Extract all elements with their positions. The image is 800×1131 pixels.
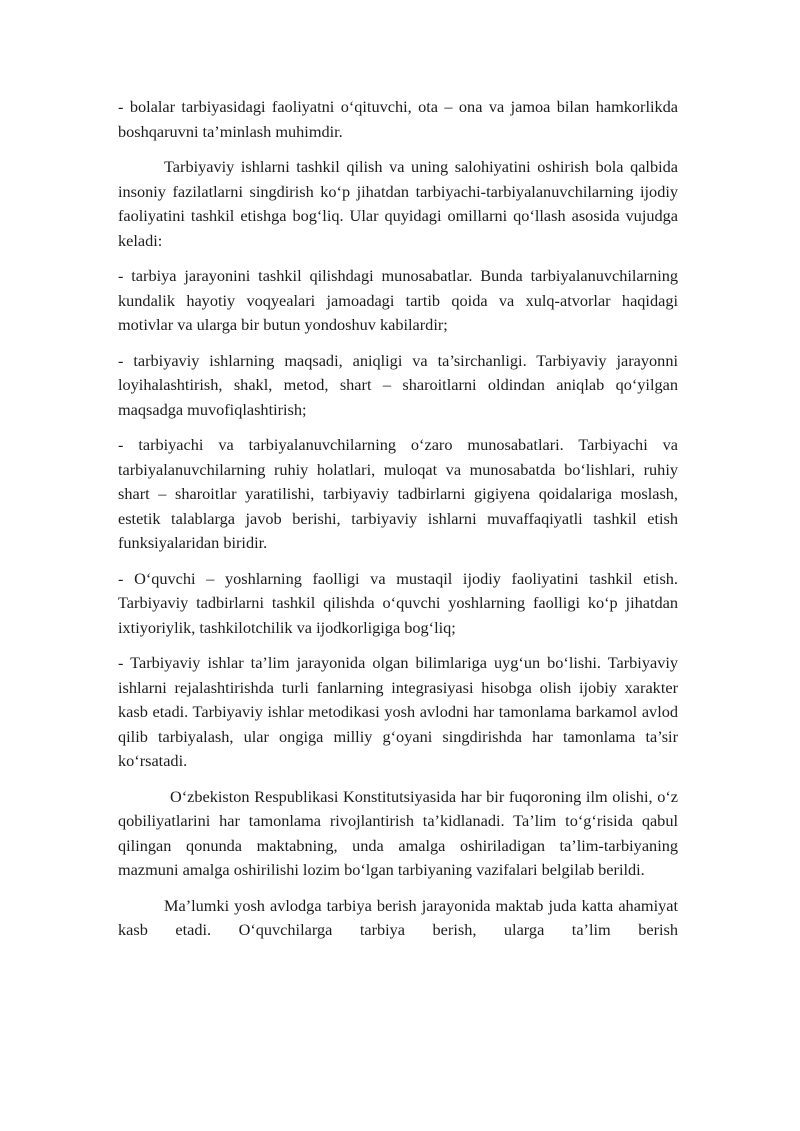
list-item-relations: - tarbiya jarayonini tashkil qilishdagi munosabatlar. Bunda tarbiyalanuvchilarning kundalik hayotiy voqyealari jamoadagi tartib qoida va xulq-atvorlar haqidagi motivlar va ularga bir butun yondoshuv kabilardir;	[118, 266, 678, 334]
list-item-knowledge-harmony: - Tarbiyaviy ishlar ta’lim jarayonida olgan bilimlariga uyg‘un bo‘lishi. Tarbiyaviy ishlarni rejalashtirishda turli fanlarning integrasiyasi hisobga olish ijobiy xarakter kasb etadi. Tarbiyaviy ishlar metodikasi yosh avlodni har tamonlama barkamol avlod qilib tarbiyalash, ular ongiga milliy g‘oyani singdirishda har tamonlama ta’sir ko‘rsatadi.	[118, 653, 678, 770]
document-page	[118, 95, 678, 954]
paragraph-school-role: Ma’lumki yosh avlodga tarbiya berish jarayonida maktab juda katta ahamiyat kasb etadi. O‘quvchilarga tarbiya berish, ularga ta’lim berish	[118, 895, 678, 939]
list-item-goals: - tarbiyaviy ishlarning maqsadi, aniqligi va ta’sirchanligi. Tarbiyaviy jarayonni loyihalashtirish, shakl, metod, shart – sharoitlarni oldindan aniqlab qo‘yilgan maqsadga muvofiqlashtirish;	[118, 350, 678, 419]
paragraph-cooperation: - bolalar tarbiyasidagi faoliyatni o‘qituvchi, ota – ona va jamoa bilan hamkorlikda boshqaruvni ta’minlash muhimdir.	[118, 97, 678, 141]
list-item-mutual-relations: - tarbiyachi va tarbiyalanuvchilarning o‘zaro munosabatlari. Tarbiyachi va tarbiyalanuvchilarning ruhiy holatlari, muloqat va munosabatda bo‘lishlari, ruhiy shart – sharoitlar yaratilishi, tarbiyaviy tadbirlarni gigiyena qoidalariga moslash, estetik talablarga javob berishi, tarbiyaviy ishlarni muvaffaqiyatli tashkil etish funksiyalaridan biridir.	[118, 435, 678, 552]
paragraph-educational-work-intro: Tarbiyaviy ishlarni tashkil qilish va uning salohiyatini oshirish bola qalbida insoniy fazilatlarni singdirish ko‘p jihatdan tarbiyachi-tarbiyalanuvchilarning ijodiy faoliyatini tashkil etishga bog‘liq. Ular quyidagi omillarni qo‘llash asosida vujudga keladi:	[118, 157, 678, 250]
paragraph-constitution: O‘zbekiston Respublikasi Konstitutsiyasida har bir fuqoroning ilm olishi, o‘z qobiliyatlarini har tamonlama rivojlantirish ta’kidlanadi. Ta’lim to‘g‘risida qabul qilingan qonunda maktabning, unda amalga oshiriladigan ta’lim-tarbiyaning mazmuni amalga oshirilishi lozim bo‘lgan tarbiyaning vazifalari belgilab berildi.	[118, 786, 678, 879]
list-item-student-activity: - O‘quvchi – yoshlarning faolligi va mustaqil ijodiy faoliyatini tashkil etish. Tarbiyaviy tadbirlarni tashkil qilishda o‘quvchi yoshlarning faolligi ko‘p jihatdan ixtiyoriylik, tashkilotchilik va ijodkorligiga bog‘liq;	[118, 568, 678, 637]
